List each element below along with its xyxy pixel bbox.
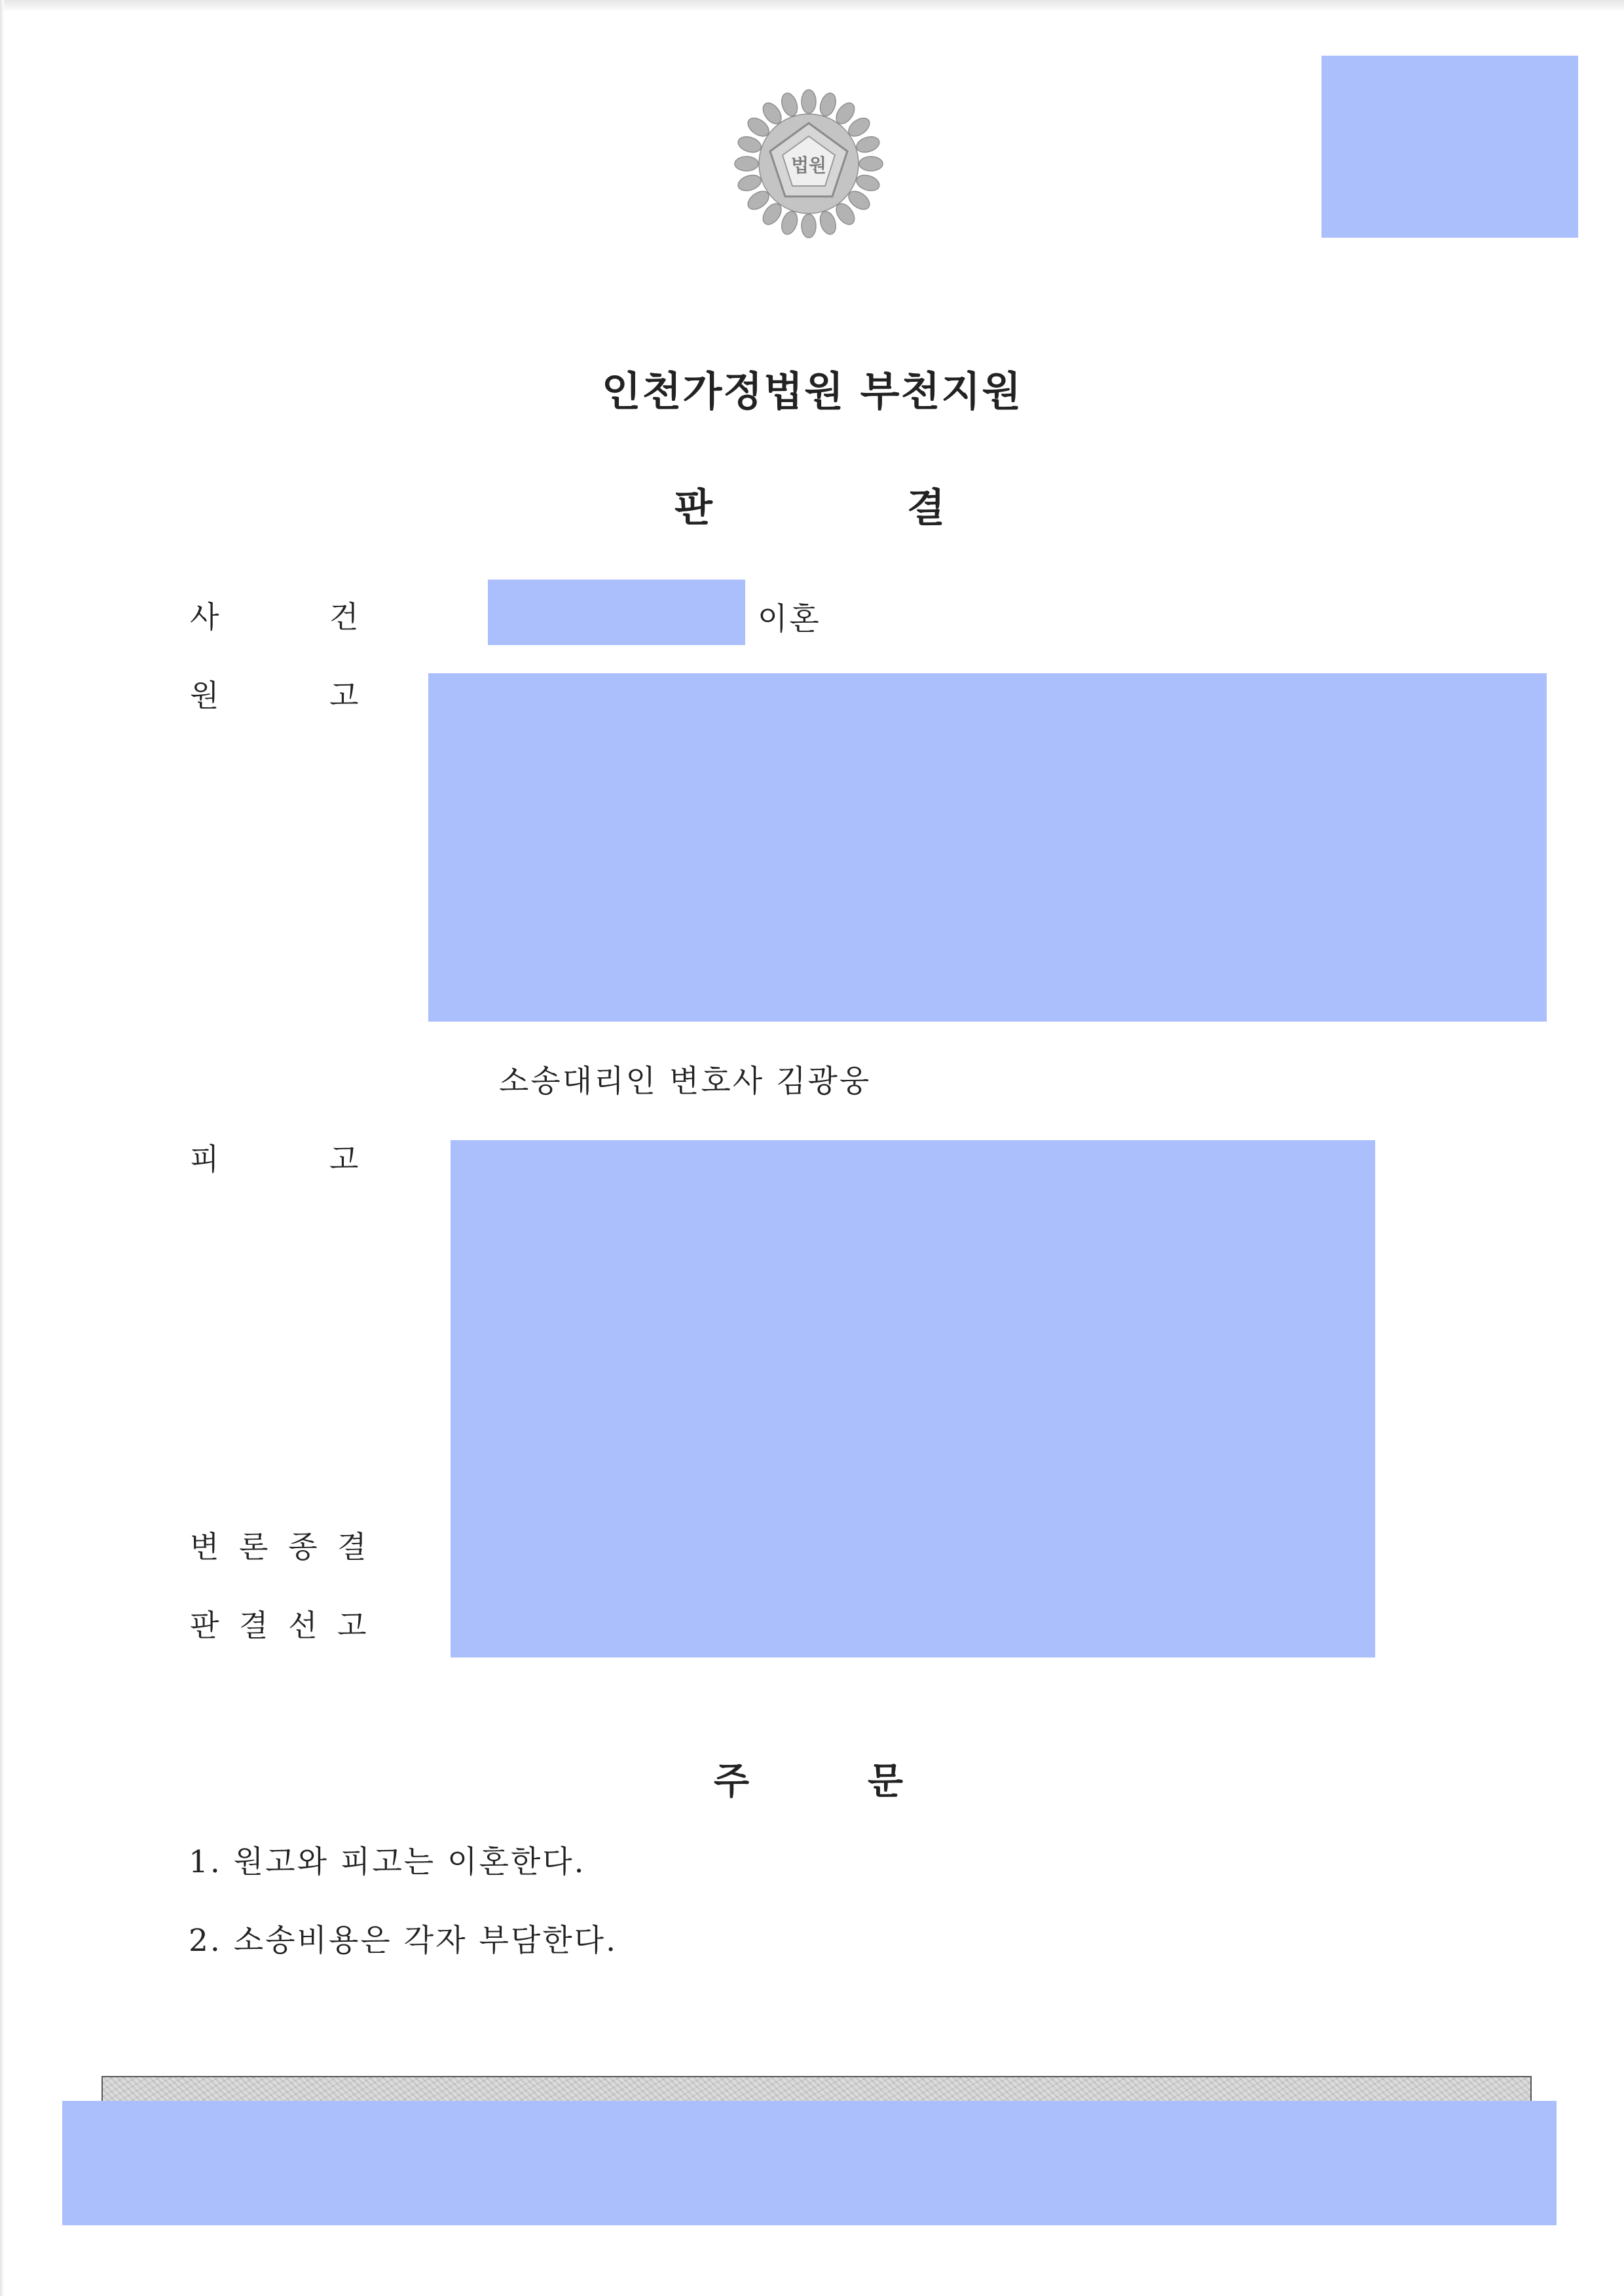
closing-argument-label: 변 론 종 결: [190, 1529, 372, 1565]
redacted-seal: [1321, 56, 1578, 238]
redacted-case-number: [488, 580, 745, 645]
defendant-label-char-1: 피: [190, 1141, 219, 1177]
case-type: 이혼: [758, 601, 821, 637]
defendant-label-char-2: 고: [329, 1141, 359, 1177]
scan-edge-left: [0, 0, 4, 2296]
document-title-char-1: 판: [674, 485, 712, 531]
redacted-footer: [62, 2101, 1557, 2225]
order-item: 2. 소송비용은 각자 부담한다.: [189, 1923, 618, 1959]
order-heading-char-1: 주: [714, 1760, 750, 1803]
plaintiff-label-char-2: 고: [329, 678, 359, 713]
order-heading-char-2: 문: [868, 1760, 904, 1803]
case-label-char-2: 건: [329, 599, 359, 635]
scan-edge-top: [0, 0, 1624, 12]
plaintiff-label-char-1: 원: [190, 678, 219, 713]
emblem-text: 법원: [790, 155, 827, 176]
court-name: 인천가정법원 부천지원: [601, 367, 1023, 415]
document-title-char-2: 결: [907, 485, 945, 531]
plaintiff-counsel: 소송대리인 변호사 김광웅: [499, 1064, 872, 1100]
order-item: 1. 원고와 피고는 이혼한다.: [189, 1844, 586, 1880]
redacted-defendant-info: [451, 1140, 1375, 1657]
redacted-plaintiff-info: [428, 673, 1547, 1022]
case-label-char-1: 사: [190, 599, 219, 635]
judgment-date-label: 판 결 선 고: [190, 1608, 372, 1643]
court-emblem-logo: [730, 85, 887, 242]
